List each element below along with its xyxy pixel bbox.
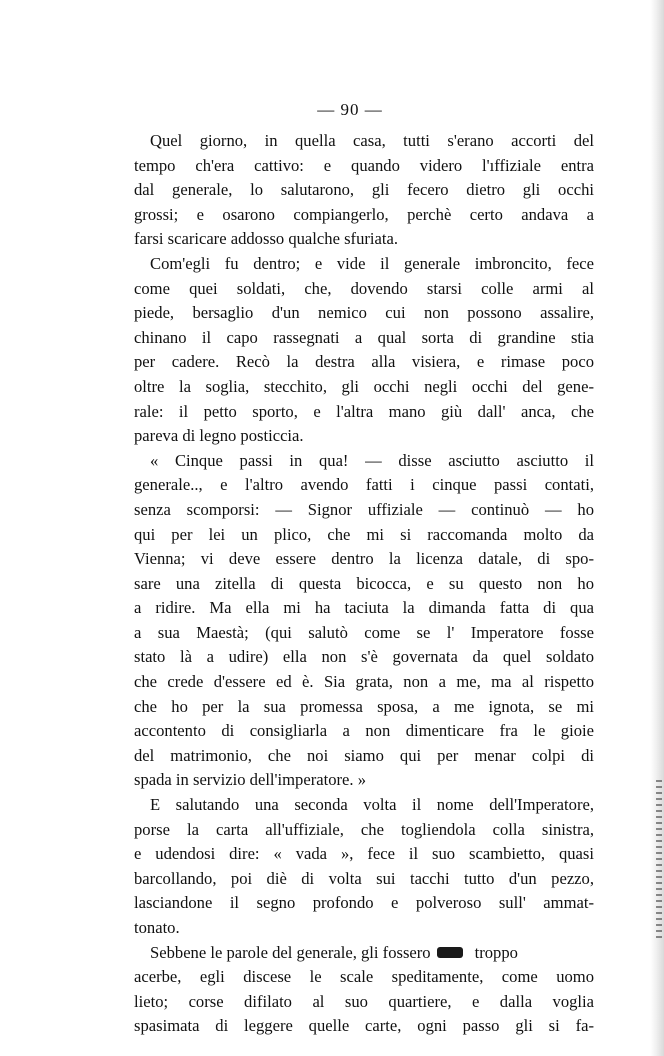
text-line: piede, bersaglio d'un nemico cui non possono assalire, bbox=[134, 303, 594, 323]
ink-blot bbox=[437, 947, 463, 958]
text-line: farsi scaricare addosso qualche sfuriata. bbox=[134, 229, 398, 249]
text-line-with-blot bbox=[134, 941, 594, 966]
text-line: barcollando, poi diè di volta sui tacchi tutto d'un pezzo, bbox=[134, 868, 594, 888]
text-line: che ho per la sua promessa sposa, a me ignota, se mi bbox=[134, 696, 594, 716]
trailing-lines bbox=[134, 965, 594, 1039]
text-line: accontento di consigliarla a non dimenticare fra le gioie bbox=[134, 721, 594, 741]
text-line: qui per lei un plico, che mi si raccomanda molto da bbox=[134, 524, 594, 544]
text-line: Quel giorno, in quella casa, tutti s'erano accorti del bbox=[150, 131, 594, 150]
text-line: come quei soldati, che, dovendo starsi colle armi al bbox=[134, 278, 594, 298]
page-number: — 90 — bbox=[317, 100, 383, 119]
text-line: del matrimonio, che noi siamo qui per menar colpi di bbox=[134, 745, 594, 765]
text-line: lieto; corse difilato al suo quartiere, e dalla voglia bbox=[134, 991, 594, 1011]
text-line: e udendosi dire: « vada », fece il suo scambietto, quasi bbox=[134, 844, 594, 864]
text-line: spada in servizio dell'imperatore. » bbox=[134, 770, 366, 790]
text-line: chinano il capo rassegnati a qual sorta di grandine stia bbox=[134, 327, 594, 347]
text-line: Vienna; vi deve essere dentro la licenza datale, di spo- bbox=[134, 549, 594, 569]
text-line: pareva di legno posticcia. bbox=[134, 426, 304, 446]
text-line: oltre la soglia, stecchito, gli occhi negli occhi del gene- bbox=[134, 376, 594, 396]
text-line: senza scomporsi: — Signor uffiziale — continuò — ho bbox=[134, 499, 594, 519]
paragraphs bbox=[134, 129, 594, 941]
text-line: a ridire. Ma ella mi ha taciuta la dimanda fatta di qua bbox=[134, 598, 594, 618]
text-line: dal generale, lo salutarono, gli fecero dietro gli occhi bbox=[134, 180, 594, 200]
text-line: stato là a udire) ella non s'è governata da quel soldato bbox=[134, 647, 594, 667]
text-line: spasimata di leggere quelle carte, ogni passo gli si fa- bbox=[134, 1016, 594, 1036]
blot-line-after: troppo bbox=[474, 942, 518, 962]
text-line: sare una zitella di questa bicocca, e su questo non ho bbox=[134, 573, 594, 593]
text-line: a sua Maestà; (qui salutò come se l' Imperatore fosse bbox=[134, 622, 594, 642]
text-line: rale: il petto sporto, e l'altra mano giù dall' anca, che bbox=[134, 401, 594, 421]
text-line: porse la carta all'uffiziale, che togliendola colla sinistra, bbox=[134, 819, 594, 839]
text-line: E salutando una seconda volta il nome dell'Imperatore, bbox=[150, 795, 594, 815]
text-line: che crede d'essere ed è. Sia grata, non a me, ma al rispetto bbox=[134, 672, 594, 692]
blot-line-before: Sebbene le parole del generale, gli fossero bbox=[150, 942, 431, 962]
body-text bbox=[134, 129, 594, 1039]
text-line: per cadere. Recò la destra alla visiera, e rimase poco bbox=[134, 352, 594, 372]
page-edge-shadow bbox=[650, 0, 664, 1056]
text-line: tempo ch'era cattivo: e quando videro l'ıffiziale entra bbox=[134, 155, 594, 175]
text-line: tonato. bbox=[134, 918, 180, 937]
text-line: « Cinque passi in qua! — disse asciutto asciutto il bbox=[150, 450, 594, 470]
text-line: acerbe, egli discese le scale speditamente, come uomo bbox=[134, 967, 594, 987]
text-line: grossi; e osarono compiangerlo, perchè certo andava a bbox=[134, 204, 594, 224]
text-line: Com'egli fu dentro; e vide il generale imbroncito, fece bbox=[150, 253, 594, 273]
text-line: generale.., e l'altro avendo fatti i cinque passi contati, bbox=[134, 475, 594, 495]
text-line: lasciandone il segno profondo e polveroso sull' ammat- bbox=[134, 893, 594, 913]
